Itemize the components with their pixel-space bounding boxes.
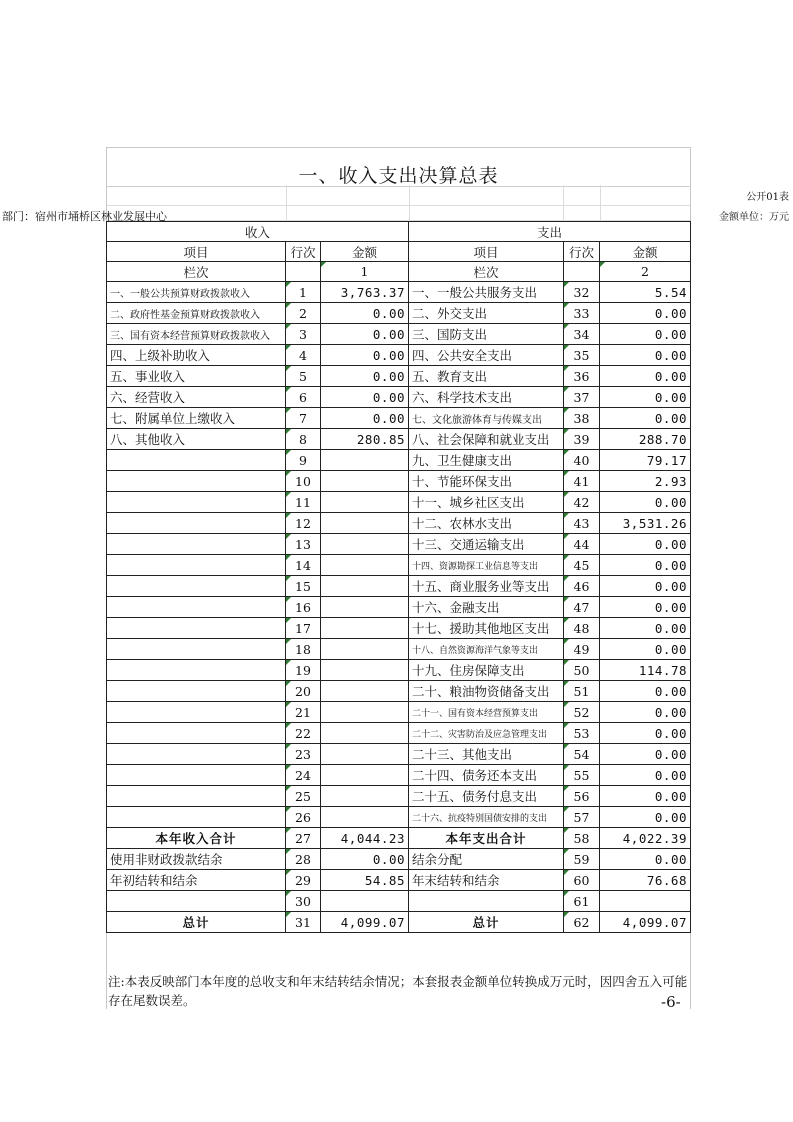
table-row [107, 492, 691, 513]
expense-row-number: 60 [564, 870, 600, 891]
expense-amount: 0.00 [600, 345, 691, 366]
expense-item: 一、一般公共服务支出 [409, 282, 564, 303]
table-row [107, 429, 691, 450]
expense-amount: 76.68 [600, 870, 691, 891]
income-item [107, 597, 286, 618]
expense-item: 十二、农林水支出 [409, 513, 564, 534]
expense-item: 十三、交通运输支出 [409, 534, 564, 555]
income-amount [321, 471, 409, 492]
table-row [107, 555, 691, 576]
expense-item: 二十二、灾害防治及应急管理支出 [409, 723, 564, 744]
table-row [107, 345, 691, 366]
expense-row-number: 37 [564, 387, 600, 408]
expense-column-number: 2 [600, 262, 691, 282]
table-row [107, 681, 691, 702]
expense-amount [600, 891, 691, 912]
column-number-row [107, 262, 691, 282]
income-amount [321, 660, 409, 681]
department-label: 部门：宿州市埇桥区林业发展中心 [2, 210, 167, 223]
table-row [107, 282, 691, 303]
expense-item: 年末结转和结余 [409, 870, 564, 891]
grid-row [107, 205, 690, 221]
income-item [107, 744, 286, 765]
expense-item: 九、卫生健康支出 [409, 450, 564, 471]
expense-item: 五、教育支出 [409, 366, 564, 387]
income-item: 使用非财政拨款结余 [107, 849, 286, 870]
income-item [107, 786, 286, 807]
expense-item [409, 891, 564, 912]
expense-item: 六、科学技术支出 [409, 387, 564, 408]
income-row-number: 27 [286, 828, 321, 849]
income-row-number: 10 [286, 471, 321, 492]
section-header-row [107, 222, 691, 242]
income-item: 八、其他收入 [107, 429, 286, 450]
income-row-number: 25 [286, 786, 321, 807]
expense-item: 二十四、债务还本支出 [409, 765, 564, 786]
table-row [107, 786, 691, 807]
expense-amount: 5.54 [600, 282, 691, 303]
income-row-number: 19 [286, 660, 321, 681]
empty-cell [564, 262, 600, 282]
expense-amount: 0.00 [600, 618, 691, 639]
expense-item: 十一、城乡社区支出 [409, 492, 564, 513]
expense-amount: 288.70 [600, 429, 691, 450]
expense-row-number: 47 [564, 597, 600, 618]
table-row [107, 576, 691, 597]
expense-row-number: 59 [564, 849, 600, 870]
expense-row-number: 43 [564, 513, 600, 534]
expense-row-number: 56 [564, 786, 600, 807]
income-amount-header: 金额 [321, 242, 409, 262]
expense-item: 十六、金融支出 [409, 597, 564, 618]
expense-row-number: 58 [564, 828, 600, 849]
income-item [107, 660, 286, 681]
expense-amount: 114.78 [600, 660, 691, 681]
expense-amount: 4,022.39 [600, 828, 691, 849]
income-item: 二、政府性基金预算财政拨款收入 [107, 303, 286, 324]
income-row-number: 7 [286, 408, 321, 429]
expense-item: 十八、自然资源海洋气象等支出 [409, 639, 564, 660]
table-row [107, 450, 691, 471]
income-item [107, 723, 286, 744]
income-amount: 0.00 [321, 366, 409, 387]
table-row [107, 597, 691, 618]
income-amount: 3,763.37 [321, 282, 409, 303]
expense-amount: 0.00 [600, 807, 691, 828]
income-row-number: 16 [286, 597, 321, 618]
expense-row-number: 55 [564, 765, 600, 786]
income-row-number: 3 [286, 324, 321, 345]
expense-row-number: 45 [564, 555, 600, 576]
table-row [107, 471, 691, 492]
expense-amount: 0.00 [600, 576, 691, 597]
table-row [107, 891, 691, 912]
income-amount: 54.85 [321, 870, 409, 891]
table-row [107, 702, 691, 723]
expense-row-number: 46 [564, 576, 600, 597]
income-item [107, 450, 286, 471]
expense-item: 二十、粮油物资储备支出 [409, 681, 564, 702]
expense-amount: 2.93 [600, 471, 691, 492]
expense-item: 十、节能环保支出 [409, 471, 564, 492]
income-row-number: 13 [286, 534, 321, 555]
expense-header: 支出 [409, 222, 691, 242]
expense-item: 十五、商业服务业等支出 [409, 576, 564, 597]
income-rowno-header: 行次 [286, 242, 321, 262]
table-row [107, 849, 691, 870]
expense-amount: 0.00 [600, 702, 691, 723]
income-row-number: 22 [286, 723, 321, 744]
expense-item: 三、国防支出 [409, 324, 564, 345]
expense-row-number: 36 [564, 366, 600, 387]
income-item: 一、一般公共预算财政拨款收入 [107, 282, 286, 303]
expense-amount: 0.00 [600, 597, 691, 618]
income-amount: 0.00 [321, 849, 409, 870]
income-amount [321, 513, 409, 534]
income-amount [321, 534, 409, 555]
expense-amount: 79.17 [600, 450, 691, 471]
table-row [107, 639, 691, 660]
grid-col-line [286, 185, 287, 221]
table-row [107, 870, 691, 891]
summary-table [106, 221, 691, 933]
footnote: 注:本表反映部门本年度的总收支和年末结转结余情况；本套报表金额单位转换成万元时，因四舍五入可能存在尾数误差。 [108, 974, 688, 1008]
income-amount [321, 807, 409, 828]
expense-row-number: 49 [564, 639, 600, 660]
income-item: 总计 [107, 912, 286, 933]
income-item [107, 807, 286, 828]
expense-row-number: 41 [564, 471, 600, 492]
income-item: 三、国有资本经营预算财政拨款收入 [107, 324, 286, 345]
income-amount: 280.85 [321, 429, 409, 450]
income-item [107, 492, 286, 513]
expense-amount-header: 金额 [600, 242, 691, 262]
expense-column-label: 栏次 [409, 262, 564, 282]
income-amount: 4,099.07 [321, 912, 409, 933]
income-row-number: 9 [286, 450, 321, 471]
expense-item: 十七、援助其他地区支出 [409, 618, 564, 639]
income-amount: 0.00 [321, 345, 409, 366]
table-row [107, 618, 691, 639]
expense-amount: 0.00 [600, 324, 691, 345]
income-amount [321, 723, 409, 744]
grid-col-line [409, 185, 410, 221]
expense-item: 十九、住房保障支出 [409, 660, 564, 681]
expense-item: 二十三、其他支出 [409, 744, 564, 765]
income-row-number: 18 [286, 639, 321, 660]
table-row [107, 723, 691, 744]
income-row-number: 21 [286, 702, 321, 723]
expense-row-number: 54 [564, 744, 600, 765]
table-row [107, 513, 691, 534]
page-number: -6- [661, 993, 681, 1011]
income-row-number: 14 [286, 555, 321, 576]
expense-amount: 0.00 [600, 492, 691, 513]
expense-amount: 3,531.26 [600, 513, 691, 534]
expense-row-number: 44 [564, 534, 600, 555]
income-amount [321, 702, 409, 723]
income-item [107, 639, 286, 660]
expense-item: 总计 [409, 912, 564, 933]
expense-item: 八、社会保障和就业支出 [409, 429, 564, 450]
table-row [107, 387, 691, 408]
income-amount: 0.00 [321, 303, 409, 324]
income-item [107, 534, 286, 555]
report-title: 一、收入支出决算总表 [107, 147, 690, 187]
income-item [107, 513, 286, 534]
income-amount [321, 492, 409, 513]
expense-amount: 0.00 [600, 786, 691, 807]
expense-row-number: 50 [564, 660, 600, 681]
income-amount: 0.00 [321, 408, 409, 429]
income-row-number: 28 [286, 849, 321, 870]
income-item [107, 702, 286, 723]
table-row [107, 807, 691, 828]
table-number: 公开01表 [746, 192, 789, 203]
income-amount [321, 597, 409, 618]
income-item: 六、经营收入 [107, 387, 286, 408]
income-item [107, 555, 286, 576]
income-amount: 4,044.23 [321, 828, 409, 849]
income-row-number: 11 [286, 492, 321, 513]
expense-row-number: 39 [564, 429, 600, 450]
income-item [107, 681, 286, 702]
income-amount [321, 618, 409, 639]
income-row-number: 4 [286, 345, 321, 366]
table-row [107, 744, 691, 765]
income-amount [321, 891, 409, 912]
income-header: 收入 [107, 222, 409, 242]
expense-amount: 0.00 [600, 303, 691, 324]
income-amount [321, 639, 409, 660]
expense-item-header: 项目 [409, 242, 564, 262]
income-row-number: 5 [286, 366, 321, 387]
income-item [107, 891, 286, 912]
grid-col-line [563, 185, 564, 221]
expense-row-number: 48 [564, 618, 600, 639]
income-row-number: 23 [286, 744, 321, 765]
table-row [107, 765, 691, 786]
column-header-row [107, 242, 691, 262]
income-amount [321, 555, 409, 576]
table-row [107, 366, 691, 387]
income-row-number: 2 [286, 303, 321, 324]
income-amount: 0.00 [321, 387, 409, 408]
expense-amount: 0.00 [600, 765, 691, 786]
income-amount [321, 576, 409, 597]
expense-item: 二十五、债务付息支出 [409, 786, 564, 807]
income-item: 五、事业收入 [107, 366, 286, 387]
income-row-number: 12 [286, 513, 321, 534]
expense-amount: 0.00 [600, 681, 691, 702]
table-row [107, 912, 691, 933]
income-row-number: 24 [286, 765, 321, 786]
income-amount [321, 744, 409, 765]
income-item: 年初结转和结余 [107, 870, 286, 891]
expense-row-number: 52 [564, 702, 600, 723]
expense-item: 二十六、抗疫特别国债安排的支出 [409, 807, 564, 828]
income-amount [321, 450, 409, 471]
expense-amount: 4,099.07 [600, 912, 691, 933]
expense-amount: 0.00 [600, 408, 691, 429]
expense-item: 结余分配 [409, 849, 564, 870]
expense-rowno-header: 行次 [564, 242, 600, 262]
expense-row-number: 32 [564, 282, 600, 303]
expense-amount: 0.00 [600, 387, 691, 408]
table-row [107, 660, 691, 681]
expense-row-number: 40 [564, 450, 600, 471]
income-item [107, 471, 286, 492]
income-row-number: 1 [286, 282, 321, 303]
expense-item: 十四、资源勘探工业信息等支出 [409, 555, 564, 576]
grid-row [107, 185, 690, 206]
income-amount [321, 681, 409, 702]
income-column-number: 1 [321, 262, 409, 282]
income-item [107, 765, 286, 786]
expense-row-number: 38 [564, 408, 600, 429]
income-column-label: 栏次 [107, 262, 286, 282]
income-amount: 0.00 [321, 324, 409, 345]
expense-row-number: 57 [564, 807, 600, 828]
table-row [107, 303, 691, 324]
income-item: 四、上级补助收入 [107, 345, 286, 366]
empty-cell [286, 262, 321, 282]
table-row [107, 828, 691, 849]
income-row-number: 30 [286, 891, 321, 912]
expense-amount: 0.00 [600, 639, 691, 660]
expense-row-number: 51 [564, 681, 600, 702]
expense-row-number: 53 [564, 723, 600, 744]
income-item-header: 项目 [107, 242, 286, 262]
expense-amount: 0.00 [600, 555, 691, 576]
expense-row-number: 33 [564, 303, 600, 324]
unit-label: 金额单位：万元 [719, 212, 789, 223]
expense-amount: 0.00 [600, 849, 691, 870]
income-amount [321, 765, 409, 786]
income-row-number: 6 [286, 387, 321, 408]
income-row-number: 20 [286, 681, 321, 702]
expense-row-number: 62 [564, 912, 600, 933]
expense-item: 七、文化旅游体育与传媒支出 [409, 408, 564, 429]
income-item: 七、附属单位上缴收入 [107, 408, 286, 429]
income-row-number: 8 [286, 429, 321, 450]
expense-row-number: 35 [564, 345, 600, 366]
expense-amount: 0.00 [600, 534, 691, 555]
income-row-number: 17 [286, 618, 321, 639]
table-row [107, 324, 691, 345]
income-item: 本年收入合计 [107, 828, 286, 849]
income-row-number: 29 [286, 870, 321, 891]
expense-item: 二十一、国有资本经营预算支出 [409, 702, 564, 723]
expense-amount: 0.00 [600, 744, 691, 765]
grid-col-line [600, 185, 601, 221]
expense-amount: 0.00 [600, 366, 691, 387]
expense-amount: 0.00 [600, 723, 691, 744]
table-row [107, 534, 691, 555]
income-amount [321, 786, 409, 807]
expense-row-number: 61 [564, 891, 600, 912]
expense-row-number: 34 [564, 324, 600, 345]
expense-item: 本年支出合计 [409, 828, 564, 849]
expense-item: 二、外交支出 [409, 303, 564, 324]
expense-row-number: 42 [564, 492, 600, 513]
income-row-number: 26 [286, 807, 321, 828]
income-row-number: 15 [286, 576, 321, 597]
expense-item: 四、公共安全支出 [409, 345, 564, 366]
income-row-number: 31 [286, 912, 321, 933]
income-item [107, 576, 286, 597]
table-row [107, 408, 691, 429]
income-item [107, 618, 286, 639]
